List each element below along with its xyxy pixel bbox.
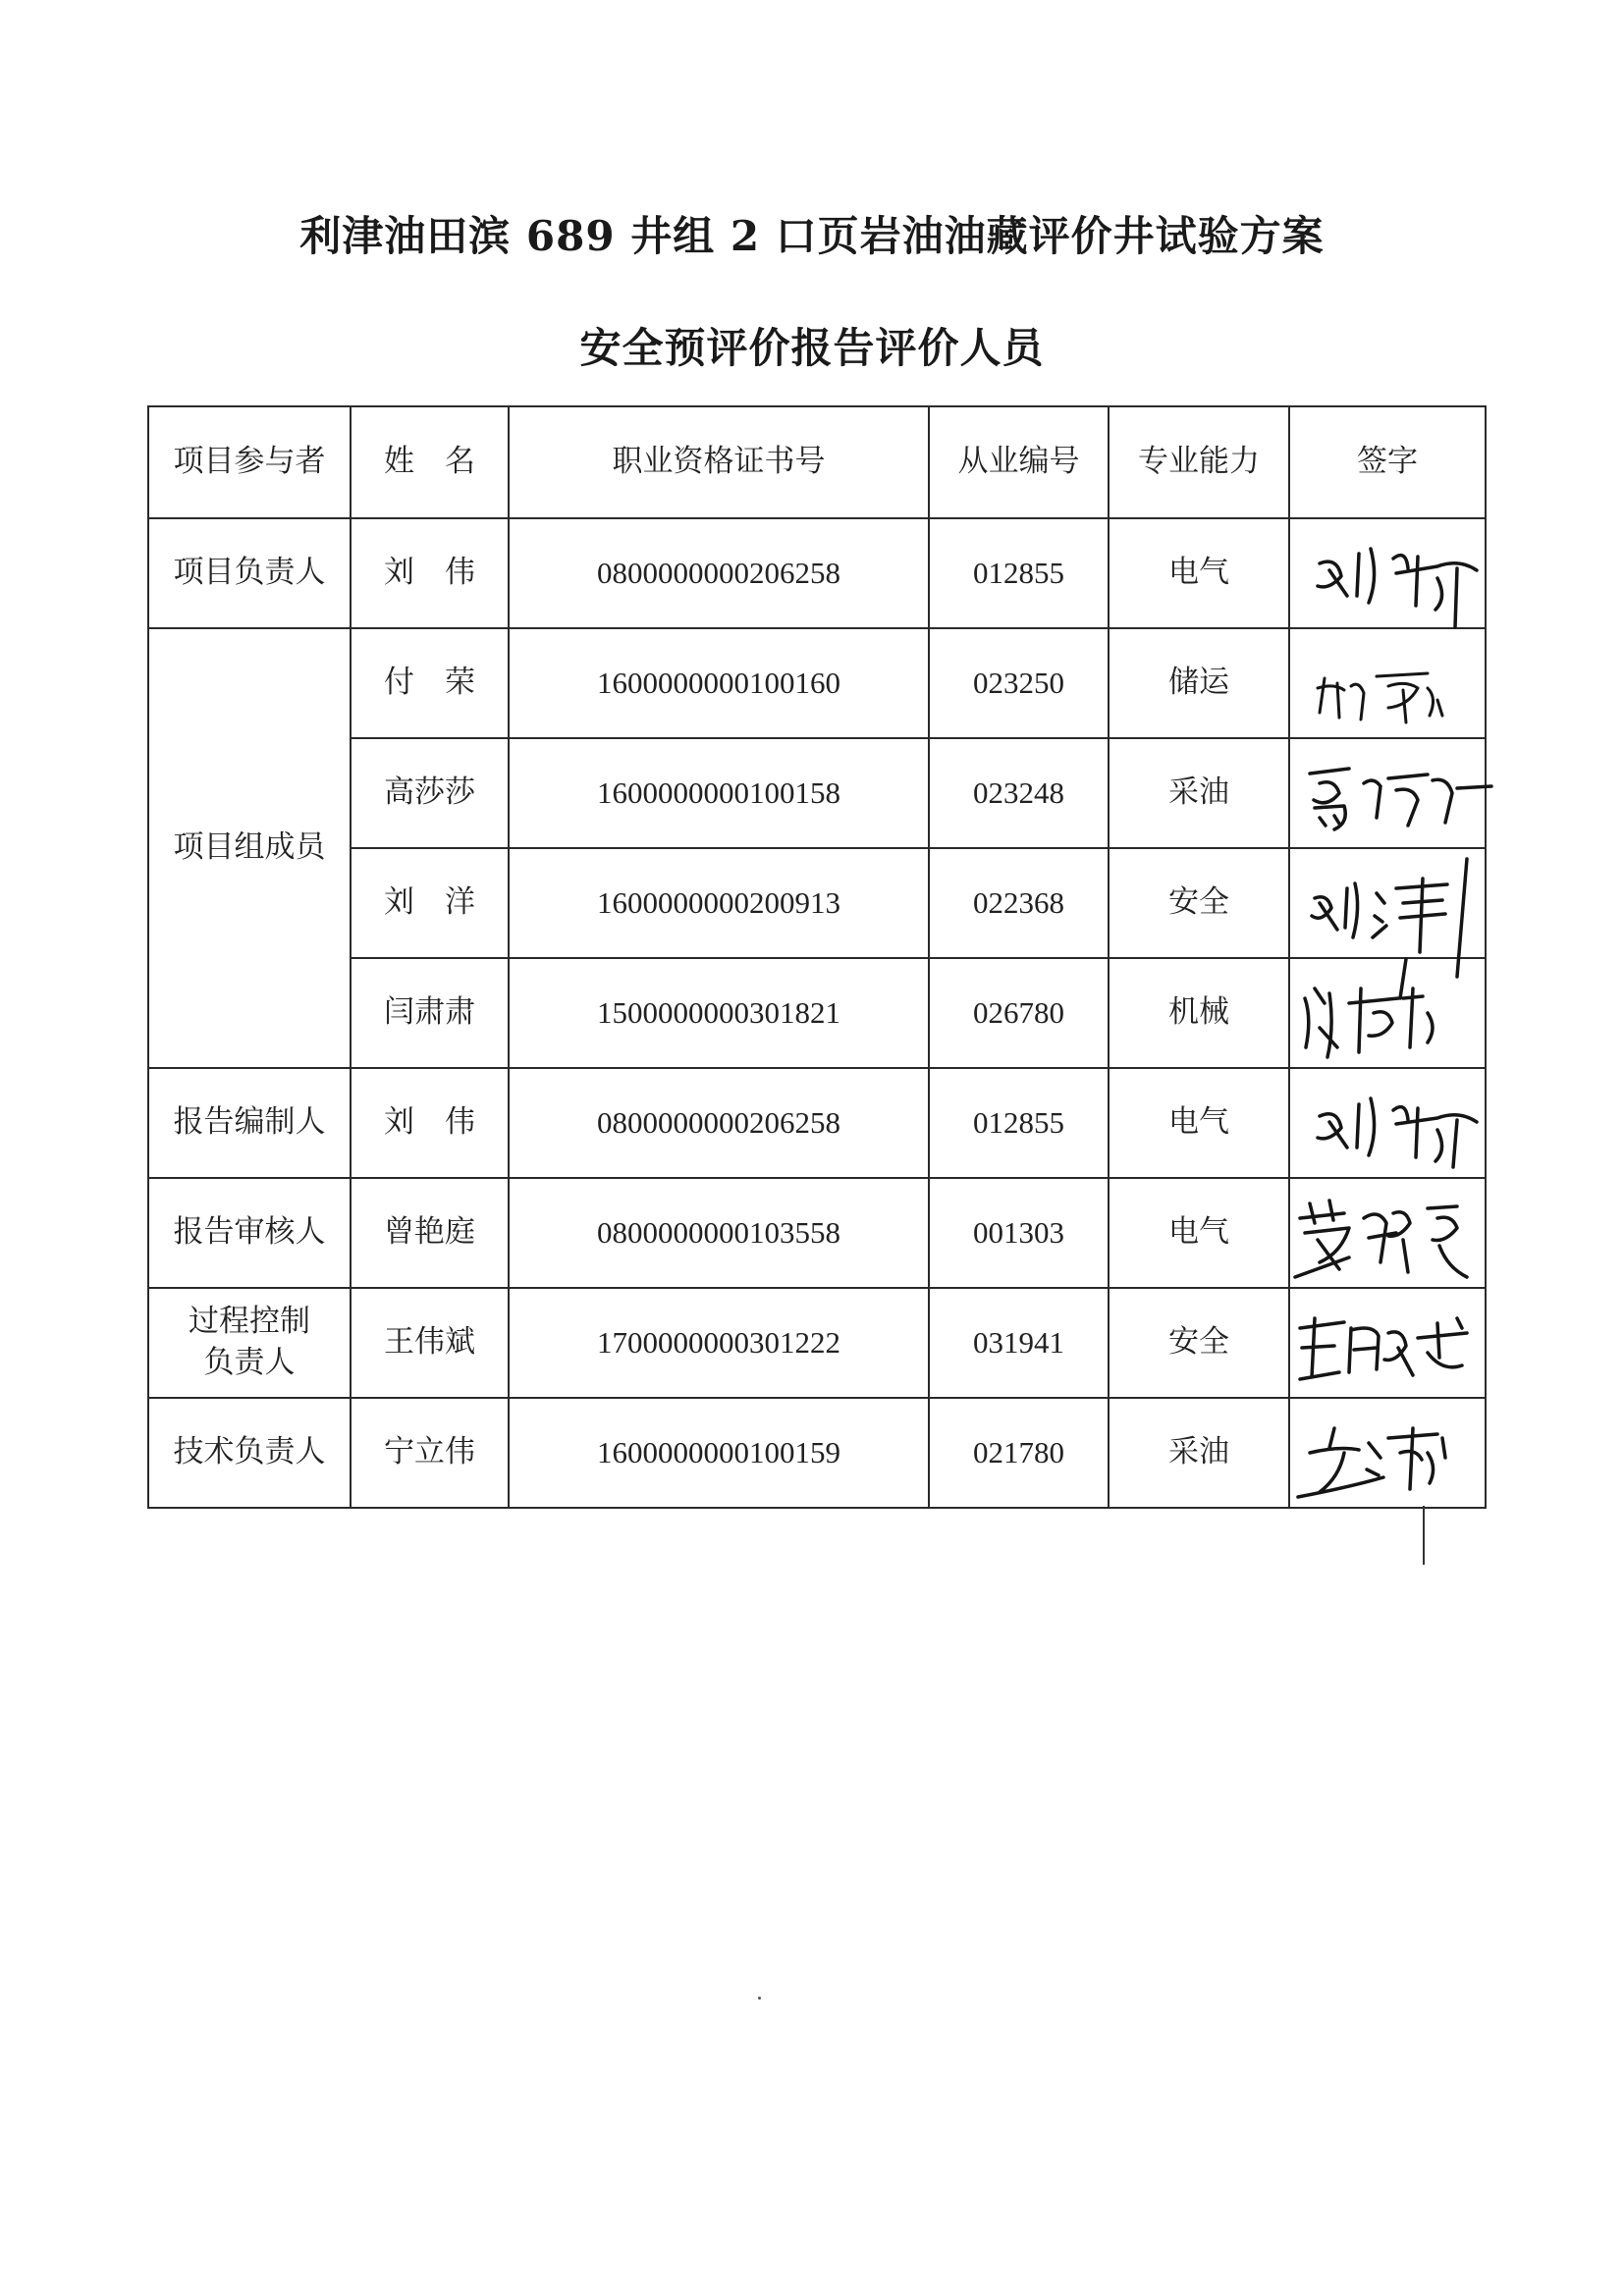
cert-cell: 1600000000200913 xyxy=(509,848,929,958)
name-cell: 曾艳庭 xyxy=(351,1178,509,1288)
signature-cell xyxy=(1289,958,1486,1068)
role-cell: 报告审核人 xyxy=(148,1178,351,1288)
document-title: 利津油田滨 689 井组 2 口页岩油油藏评价井试验方案 xyxy=(299,212,1325,260)
role-cell: 项目组成员 xyxy=(148,628,351,1068)
signature-cell xyxy=(1289,738,1486,848)
name-cell: 闫肃肃 xyxy=(351,958,509,1068)
header-cert: 职业资格证书号 xyxy=(509,406,929,518)
name-cell: 付 荣 xyxy=(351,628,509,738)
table-row xyxy=(148,1178,1486,1288)
emp-no-cell: 012855 xyxy=(929,518,1109,628)
name-cell: 王伟斌 xyxy=(351,1288,509,1398)
name-cell: 刘 伟 xyxy=(351,518,509,628)
signature-cell xyxy=(1289,518,1486,628)
table-row xyxy=(148,1288,1486,1398)
emp-no-cell: 023248 xyxy=(929,738,1109,848)
cert-cell: 0800000000103558 xyxy=(509,1178,929,1288)
specialty-cell: 采油 xyxy=(1109,1398,1289,1508)
cert-cell: 1500000000301821 xyxy=(509,958,929,1068)
emp-no-cell: 012855 xyxy=(929,1068,1109,1178)
cert-cell: 0800000000206258 xyxy=(509,1068,929,1178)
cert-cell: 1600000000100159 xyxy=(509,1398,929,1508)
specialty-cell: 采油 xyxy=(1109,738,1289,848)
emp-no-cell: 022368 xyxy=(929,848,1109,958)
table-row xyxy=(148,1398,1486,1508)
handwritten-signature xyxy=(1290,1179,1487,1287)
cert-cell: 1600000000100160 xyxy=(509,628,929,738)
role-cell: 技术负责人 xyxy=(148,1398,351,1508)
name-cell: 宁立伟 xyxy=(351,1398,509,1508)
scan-dot xyxy=(758,1997,761,2000)
handwritten-signature xyxy=(1290,849,1487,957)
handwritten-signature xyxy=(1290,1069,1487,1177)
handwritten-signature xyxy=(1290,1399,1487,1507)
signature-cell xyxy=(1289,1398,1486,1508)
header-role: 项目参与者 xyxy=(148,406,351,518)
signature-cell xyxy=(1289,1288,1486,1398)
signature-cell xyxy=(1289,1178,1486,1288)
table-row xyxy=(148,518,1486,628)
personnel-table xyxy=(147,405,1487,1509)
emp-no-cell: 023250 xyxy=(929,628,1109,738)
table-header-row xyxy=(148,406,1486,518)
specialty-cell: 安全 xyxy=(1109,1288,1289,1398)
signature-cell xyxy=(1289,1068,1486,1178)
specialty-cell: 储运 xyxy=(1109,628,1289,738)
name-cell: 刘 洋 xyxy=(351,848,509,958)
emp-no-cell: 021780 xyxy=(929,1398,1109,1508)
table-row xyxy=(148,628,1486,738)
cert-cell: 0800000000206258 xyxy=(509,518,929,628)
header-signature: 签字 xyxy=(1289,406,1486,518)
name-cell: 刘 伟 xyxy=(351,1068,509,1178)
scan-mark-line xyxy=(1423,1506,1425,1565)
document-subtitle: 安全预评价报告评价人员 xyxy=(579,324,1045,372)
role-line: 负责人 xyxy=(203,1345,296,1380)
specialty-cell: 安全 xyxy=(1109,848,1289,958)
emp-no-cell: 031941 xyxy=(929,1288,1109,1398)
handwritten-signature xyxy=(1290,519,1487,627)
specialty-cell: 电气 xyxy=(1109,518,1289,628)
table-row xyxy=(148,1068,1486,1178)
signature-cell xyxy=(1289,848,1486,958)
specialty-cell: 电气 xyxy=(1109,1068,1289,1178)
role-line: 过程控制 xyxy=(189,1304,310,1340)
emp-no-cell: 026780 xyxy=(929,958,1109,1068)
header-specialty: 专业能力 xyxy=(1109,406,1289,518)
emp-no-cell: 001303 xyxy=(929,1178,1109,1288)
header-name: 姓 名 xyxy=(351,406,509,518)
cert-cell: 1700000000301222 xyxy=(509,1288,929,1398)
specialty-cell: 电气 xyxy=(1109,1178,1289,1288)
handwritten-signature xyxy=(1290,959,1487,1067)
handwritten-signature xyxy=(1290,739,1487,847)
specialty-cell: 机械 xyxy=(1109,958,1289,1068)
cert-cell: 1600000000100158 xyxy=(509,738,929,848)
role-cell: 报告编制人 xyxy=(148,1068,351,1178)
role-cell xyxy=(148,1288,351,1398)
handwritten-signature xyxy=(1290,629,1487,737)
signature-cell xyxy=(1289,628,1486,738)
name-cell: 高莎莎 xyxy=(351,738,509,848)
role-cell: 项目负责人 xyxy=(148,518,351,628)
handwritten-signature xyxy=(1290,1289,1487,1397)
header-emp-no: 从业编号 xyxy=(929,406,1109,518)
